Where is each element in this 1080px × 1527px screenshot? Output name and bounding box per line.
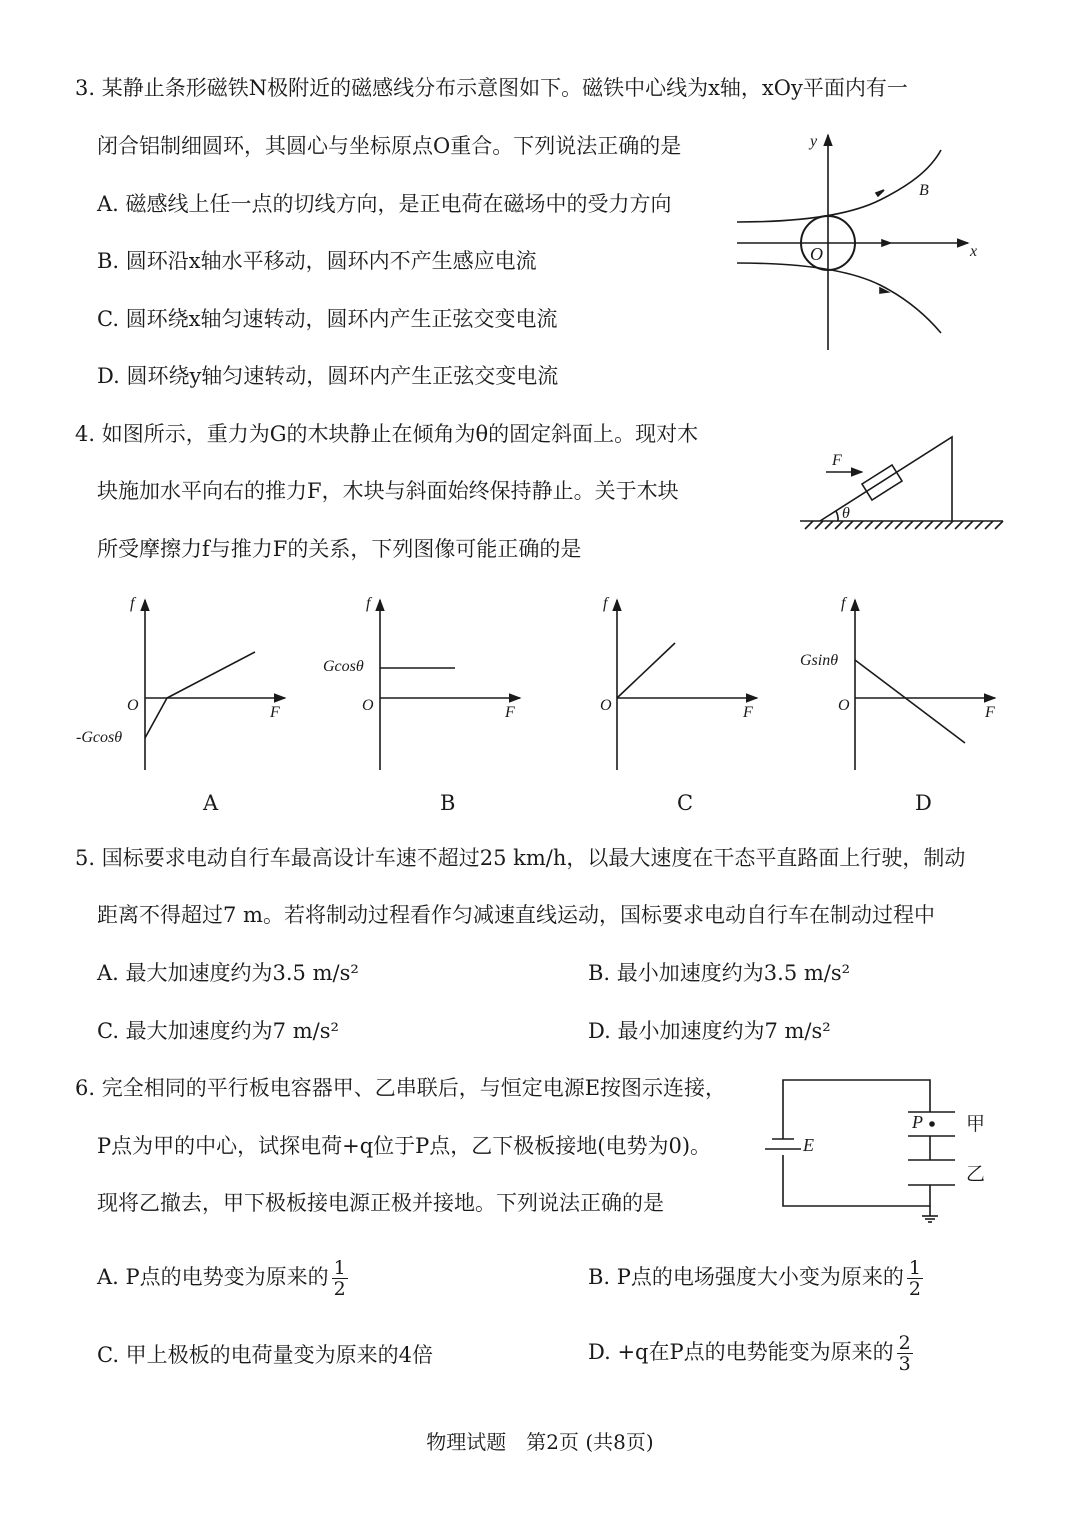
x-axis-label: x [970,243,978,260]
graph-b-mark: Gcosθ [323,658,364,675]
q6-option-b: B. P点的电场强度大小变为原来的 $\frac{1}{2}$ [588,1257,922,1300]
page-footer: 物理试题 第2页 (共8页) [426,1430,654,1454]
q5-stem-line1: 5. 国标要求电动自行车最高设计车速不超过25 km/h，以最大速度在干态平直路面上行驶，制动 [75,846,966,870]
q6-stem-line1: 6. 完全相同的平行板电容器甲、乙串联后，与恒定电源E按图示连接， [75,1076,727,1100]
q6-option-c: C. 甲上极板的电荷量变为原来的4倍 [97,1343,434,1367]
source-label: E [803,1135,814,1155]
graph-a-ylabel: f [130,595,135,612]
circuit-figure [765,1080,955,1222]
force-label: F [832,452,842,469]
graph-d-ylabel: f [841,595,846,612]
q6-stem-line3: 现将乙撤去，甲下极板接电源正极并接地。下列说法正确的是 [97,1191,664,1215]
q4-stem-line2: 块施加水平向右的推力F，木块与斜面始终保持静止。关于木块 [97,479,679,503]
q5-option-a: A. 最大加速度约为3.5 m/s² [97,961,359,985]
y-axis-label: y [810,133,818,150]
q3-stem-line1: 3. 某静止条形磁铁N极附近的磁感线分布示意图如下。磁铁中心线为x轴，xOy平面内有一 [75,76,908,100]
point-p-label: P [912,1112,923,1132]
capacitor-jia-label: 甲 [966,1113,986,1135]
graph-a-xlabel: F [270,704,280,721]
graph-c-label: C [677,791,694,815]
angle-label: θ [842,505,850,522]
q3-option-a: A. 磁感线上任一点的切线方向，是正电荷在磁场中的受力方向 [97,192,672,216]
magnet-field-figure [737,135,968,350]
graph-c-xlabel: F [743,704,753,721]
q5-option-d: D. 最小加速度约为7 m/s² [588,1019,831,1043]
graph-d-label: D [915,791,932,815]
graph-a-label: A [203,791,219,815]
graph-a-origin: O [127,697,139,714]
q4-stem-line3: 所受摩擦力f与推力F的关系，下列图像可能正确的是 [97,537,582,561]
graph-b-origin: O [362,697,374,714]
q5-option-c: C. 最大加速度约为7 m/s² [97,1019,339,1043]
q6-option-a: A. P点的电势变为原来的 $\frac{1}{2}$ [97,1257,346,1300]
q6-stem-line2: P点为甲的中心，试探电荷+q位于P点，乙下极板接地(电势为0)。 [97,1134,712,1158]
graph-c-origin: O [600,697,612,714]
field-label: B [919,182,929,199]
q3-option-c: C. 圆环绕x轴匀速转动，圆环内产生正弦交变电流 [97,307,558,331]
graph-b-xlabel: F [505,704,515,721]
q6-option-d: D. +q在P点的电势能变为原来的 $\frac{2}{3}$ [588,1332,911,1375]
q5-option-b: B. 最小加速度约为3.5 m/s² [588,961,851,985]
graph-b-ylabel: f [366,595,371,612]
graphs [145,600,995,770]
capacitor-yi-label: 乙 [966,1163,986,1185]
q3-option-d: D. 圆环绕y轴匀速转动，圆环内产生正弦交变电流 [97,364,559,388]
q4-stem-line1: 4. 如图所示，重力为G的木块静止在倾角为θ的固定斜面上。现对木 [75,422,699,446]
graph-c-ylabel: f [603,595,608,612]
q3-option-b: B. 圆环沿x轴水平移动，圆环内不产生感应电流 [97,249,537,273]
graph-d-mark: Gsinθ [800,652,839,669]
q3-stem-line2: 闭合铝制细圆环，其圆心与坐标原点O重合。下列说法正确的是 [97,134,682,158]
graph-b-label: B [440,791,456,815]
incline-figure [800,437,1003,529]
origin-label: O [810,244,823,264]
graph-d-xlabel: F [985,704,995,721]
q5-stem-line2: 距离不得超过7 m。若将制动过程看作匀减速直线运动，国标要求电动自行车在制动过程中 [97,903,935,927]
graph-d-origin: O [838,697,850,714]
graph-a-mark: -Gcosθ [76,729,123,746]
